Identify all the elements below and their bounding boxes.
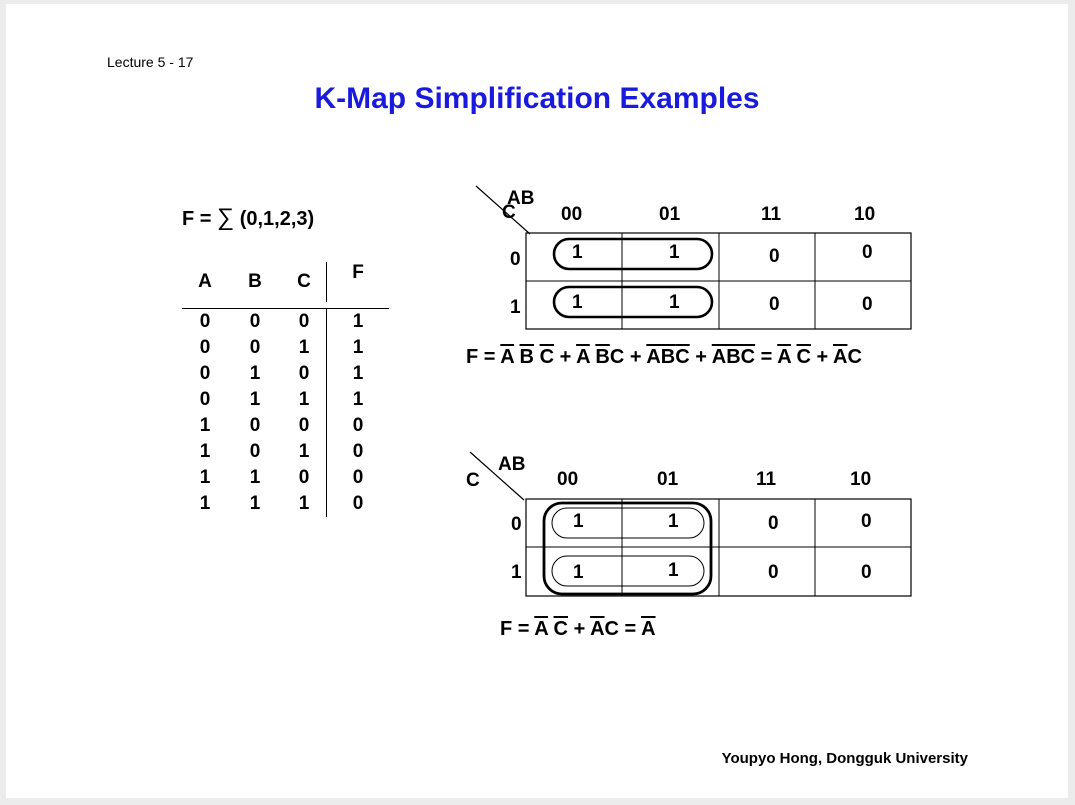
header-f: F [352,262,364,283]
truth-table-header [182,262,389,302]
header-b: B [248,271,262,292]
kmap-1-col-label: 01 [659,204,681,225]
kmap-2-row-label: 1 [511,562,522,583]
slide-title: K-Map Simplification Examples [314,82,760,115]
function-definition [182,204,314,232]
kmap-1-row-var: C [502,202,516,223]
kmap-2-equation: $F = \overline{A}$ $\overline{C} + \overline{A}C = \overline{A}$ [500,618,656,640]
kmap-2-col-label: 10 [850,469,872,490]
table-row: 1 0 0 0 [182,413,389,439]
header-c: C [282,262,327,302]
footer-author: Youpyo Hong, Dongguk University [721,750,968,767]
function-prefix: F = [182,208,212,230]
sigma-icon: ∑ [217,204,235,231]
slide [6,4,1068,798]
table-row: 1 1 1 0 [182,491,389,517]
kmap-2-cell: 0 [861,511,872,532]
kmap-1-cell: 0 [862,242,873,263]
kmap-1-cell: 0 [769,246,780,267]
kmap-1-cell: 1 [669,292,680,313]
kmap-1-cell: 1 [572,292,583,313]
table-row: 0 1 0 1 [182,361,389,387]
kmap-1-col-label: 00 [561,204,583,225]
kmap-1 [462,184,932,344]
table-row: 0 1 1 1 [182,387,389,413]
kmap-2-cell: 1 [573,511,584,532]
lecture-number: Lecture 5 - 17 [107,54,194,70]
kmap-2-col-label: 11 [756,469,777,490]
function-terms: (0,1,2,3) [239,208,315,230]
kmap-2-row-var: C [466,470,480,491]
kmap-2-col-label: 00 [557,469,579,490]
kmap-1-col-label: 11 [761,204,782,225]
kmap-1-col-label: 10 [854,204,876,225]
kmap-2-cell: 0 [768,513,779,534]
kmap-2-cell: 0 [768,562,779,583]
table-row: 1 1 0 0 [182,465,389,491]
kmap-1-cell: 1 [572,242,583,263]
truth-table [182,262,389,517]
kmap-1-cell: 0 [769,294,780,315]
table-row: 1 0 1 0 [182,439,389,465]
kmap-1-row-label: 0 [510,249,521,270]
table-row: 0 0 0 1 [182,309,389,336]
kmap-1-equation: $F = \overline{A}$ $\overline{B}$ $\overline{C} + \overline{A}$ $\overline{B}C + \overline{AB}\overline{C} + \overline{ABC} = \overline{A}$ $\overline{C} + \overline{A}C$ [466,346,862,368]
table-row: 0 0 1 1 [182,335,389,361]
kmap-1-row-label: 1 [510,297,521,318]
kmap-2-col-var: AB [498,454,526,475]
kmap-1-col-var: AB [507,188,535,209]
header-a: A [198,271,212,292]
kmap-2-cell: 1 [668,560,679,581]
kmap-2-cell: 0 [861,562,872,583]
kmap-2-cell: 1 [573,562,584,583]
kmap-2-cell: 1 [668,511,679,532]
kmap-1-cell: 0 [862,294,873,315]
kmap-2-col-label: 01 [657,469,679,490]
kmap-2-group-quad [544,503,711,594]
kmap-2 [456,450,926,610]
kmap-1-cell: 1 [669,242,680,263]
kmap-2-row-label: 0 [511,514,522,535]
